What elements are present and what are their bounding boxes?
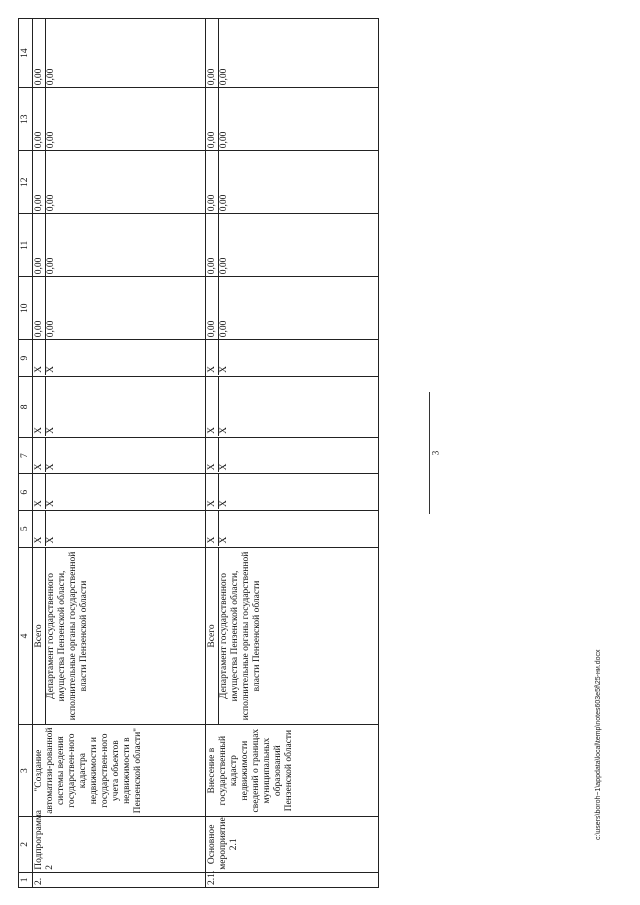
mark-total: X xyxy=(34,365,44,373)
value-dept: 0,00 xyxy=(218,19,230,87)
col-header: 10 xyxy=(19,277,33,340)
mark-total: X xyxy=(34,500,44,507)
value-cell xyxy=(33,214,206,277)
col-header: 5 xyxy=(19,510,33,547)
value-total: 0,00 xyxy=(207,320,217,338)
executor-cell xyxy=(33,547,206,725)
value-total: 0,00 xyxy=(207,68,217,86)
separator-line xyxy=(429,392,430,514)
row-number: 2.1. xyxy=(206,872,379,887)
mark-cell xyxy=(33,376,206,437)
value-total: 0,00 xyxy=(34,194,44,212)
executor-cell xyxy=(206,547,379,725)
value-dept: 0,00 xyxy=(218,151,230,213)
col-header: 9 xyxy=(19,340,33,377)
value-dept: 0,00 xyxy=(45,19,57,87)
mark-total: X xyxy=(207,426,217,434)
footer-file-path: c:\users\boroh~1\appdata\local\temp\notes603e5f\25-ни.docx xyxy=(595,649,602,840)
row-name: Подпрограмма 2 xyxy=(33,816,206,872)
value-dept: 0,00 xyxy=(45,277,57,339)
col-header: 12 xyxy=(19,151,33,214)
row-description: Внесение в государственный кадастр недвижимости сведений о границах муниципальных образований Пензенской области xyxy=(206,725,379,816)
value-cell xyxy=(206,214,379,277)
col-header: 13 xyxy=(19,88,33,151)
col-header: 11 xyxy=(19,214,33,277)
header-row xyxy=(19,19,33,888)
value-total: 0,00 xyxy=(207,131,217,149)
row-number: 2. xyxy=(33,872,206,887)
mark-dept: X xyxy=(45,474,57,509)
mark-dept: X xyxy=(218,377,230,436)
mark-total: X xyxy=(34,536,44,544)
col-header: 1 xyxy=(19,872,33,887)
row-name: Основное мероприятие 2.1 xyxy=(206,816,379,872)
value-cell xyxy=(206,88,379,151)
col-header: 14 xyxy=(19,19,33,88)
value-cell xyxy=(33,277,206,340)
mark-cell xyxy=(206,376,379,437)
value-total: 0,00 xyxy=(34,257,44,275)
rotated-table-sheet xyxy=(18,18,388,888)
mark-cell xyxy=(33,510,206,547)
executor-department: Департамент государственного имущества Пензенской области, исполнительные органы государственной власти Пензенской области xyxy=(45,548,90,725)
mark-cell xyxy=(33,340,206,377)
col-header: 3 xyxy=(19,725,33,816)
page-number: 3 xyxy=(430,450,441,456)
value-cell xyxy=(206,277,379,340)
mark-dept: X xyxy=(45,340,57,375)
mark-dept: X xyxy=(218,511,230,546)
value-total: 0,00 xyxy=(34,320,44,338)
value-dept: 0,00 xyxy=(45,214,57,276)
mark-total: X xyxy=(207,500,217,507)
col-header: 7 xyxy=(19,437,33,474)
executor-department: Департамент государственного имущества Пензенской области, исполнительные органы государственной власти Пензенской области xyxy=(218,548,263,725)
value-total: 0,00 xyxy=(34,68,44,86)
mark-dept: X xyxy=(218,438,230,473)
value-cell xyxy=(206,151,379,214)
mark-dept: X xyxy=(45,511,57,546)
value-dept: 0,00 xyxy=(218,88,230,150)
value-dept: 0,00 xyxy=(218,277,230,339)
mark-dept: X xyxy=(218,340,230,375)
value-cell xyxy=(33,88,206,151)
value-dept: 0,00 xyxy=(45,88,57,150)
mark-cell xyxy=(206,437,379,474)
mark-dept: X xyxy=(218,474,230,509)
mark-dept: X xyxy=(45,438,57,473)
value-total: 0,00 xyxy=(34,131,44,149)
mark-total: X xyxy=(34,463,44,471)
mark-cell xyxy=(33,437,206,474)
table-row xyxy=(33,19,206,888)
mark-cell xyxy=(33,474,206,511)
value-cell xyxy=(33,19,206,88)
mark-cell xyxy=(206,510,379,547)
mark-total: X xyxy=(34,426,44,434)
program-table xyxy=(18,18,379,888)
value-dept: 0,00 xyxy=(45,151,57,213)
mark-total: X xyxy=(207,463,217,471)
table-row xyxy=(206,19,379,888)
mark-total: X xyxy=(207,365,217,373)
value-cell xyxy=(33,151,206,214)
col-header: 2 xyxy=(19,816,33,872)
col-header: 4 xyxy=(19,547,33,725)
value-total: 0,00 xyxy=(207,194,217,212)
mark-cell xyxy=(206,340,379,377)
executor-total: Всего xyxy=(207,624,217,648)
mark-cell xyxy=(206,474,379,511)
value-dept: 0,00 xyxy=(218,214,230,276)
col-header: 8 xyxy=(19,376,33,437)
col-header: 6 xyxy=(19,474,33,511)
row-description: "Создание автоматизи-рованной системы ведения государствен-ного кадастра недвижимости и государствен-ного учета объектов недвижимости в Пензенской области" xyxy=(33,725,206,816)
mark-dept: X xyxy=(45,377,57,436)
executor-total: Всего xyxy=(34,624,44,648)
mark-total: X xyxy=(207,536,217,544)
value-total: 0,00 xyxy=(207,257,217,275)
value-cell xyxy=(206,19,379,88)
